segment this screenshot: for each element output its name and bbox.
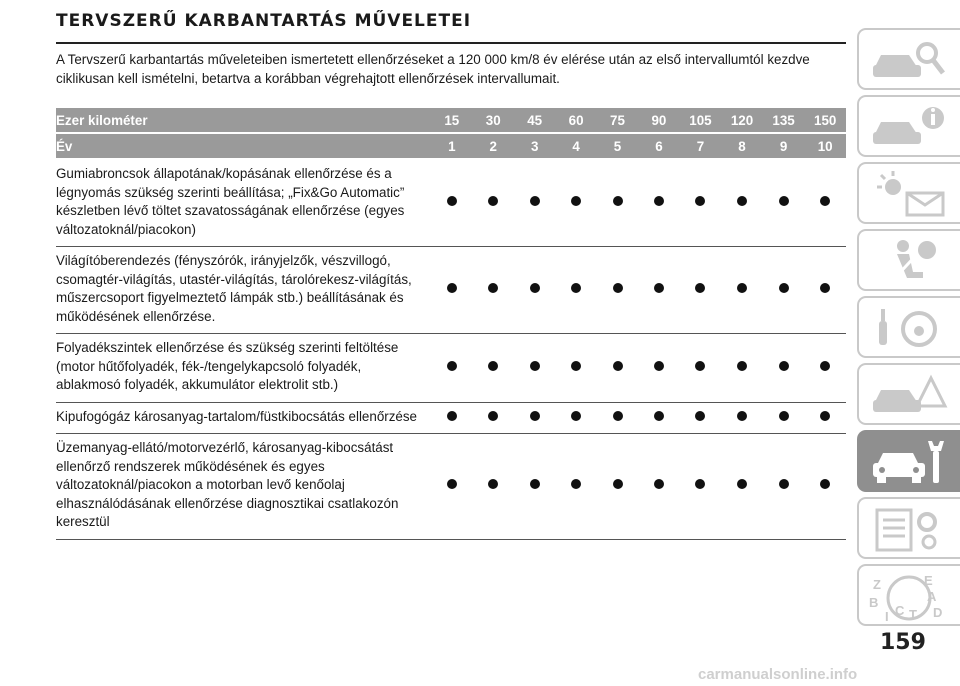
year-header-cell: 7 <box>680 133 722 159</box>
check-bullet-icon <box>820 283 830 293</box>
interval-cell <box>680 247 722 334</box>
interval-cell <box>638 159 679 247</box>
table-body <box>56 159 846 539</box>
year-header-cell: 1 <box>431 133 472 159</box>
check-bullet-icon <box>447 283 457 293</box>
check-bullet-icon <box>488 196 498 206</box>
check-bullet-icon <box>654 196 664 206</box>
interval-cell <box>680 434 722 540</box>
interval-cell <box>597 334 638 403</box>
check-bullet-icon <box>779 283 789 293</box>
interval-cell <box>763 334 805 403</box>
interval-cell <box>473 334 514 403</box>
index-letter: B <box>869 595 879 610</box>
interval-cell <box>514 159 555 247</box>
interval-cell <box>597 159 638 247</box>
maintenance-table <box>56 108 846 540</box>
table-row <box>56 334 846 403</box>
tab-specs-gear[interactable] <box>857 497 960 559</box>
index-letter: E <box>924 573 933 588</box>
check-bullet-icon <box>779 196 789 206</box>
check-bullet-icon <box>779 361 789 371</box>
km-header-cell: 105 <box>680 108 722 133</box>
year-header-cell: 8 <box>721 133 763 159</box>
check-description: Üzemanyag-ellátó/motorvezérlő, károsanyag-kibocsátást ellenőrző rendszerek működésének és egyes változatoknál/piacokon a motorban levő kenőolaj elhasználódásának ellenőrzése diagnosztikai csatlakozón keresztül <box>56 434 431 540</box>
interval-cell <box>721 334 763 403</box>
check-bullet-icon <box>654 411 664 421</box>
interval-cell <box>597 434 638 540</box>
check-description: Gumiabroncsok állapotának/kopásának ellenőrzése és a légnyomás szükség szerinti beállítása; „Fix&Go Automatic” készletben lévő töltet szavatosságának ellenőrzése (egyes változatoknál/piacokon) <box>56 159 431 247</box>
check-bullet-icon <box>571 196 581 206</box>
check-bullet-icon <box>530 283 540 293</box>
interval-cell <box>763 247 805 334</box>
check-bullet-icon <box>695 479 705 489</box>
check-bullet-icon <box>488 479 498 489</box>
table-row <box>56 159 846 247</box>
check-bullet-icon <box>820 361 830 371</box>
check-bullet-icon <box>737 361 747 371</box>
check-bullet-icon <box>695 283 705 293</box>
interval-cell <box>763 434 805 540</box>
year-header-cell: 3 <box>514 133 555 159</box>
index-letter: C <box>895 603 905 618</box>
check-bullet-icon <box>654 361 664 371</box>
check-description: Kipufogógáz károsanyag-tartalom/füstkibocsátás ellenőrzése <box>56 402 431 434</box>
interval-cell <box>638 247 679 334</box>
interval-cell <box>431 247 472 334</box>
km-header-cell: 15 <box>431 108 472 133</box>
km-header-row <box>56 108 846 133</box>
lights-envelope-icon <box>869 169 949 219</box>
km-header-label: Ezer kilométer <box>56 108 431 133</box>
check-bullet-icon <box>613 479 623 489</box>
interval-cell <box>597 247 638 334</box>
index-letter: I <box>885 609 889 621</box>
key-steering-wheel-icon <box>869 303 949 353</box>
interval-cell <box>555 334 596 403</box>
check-bullet-icon <box>820 479 830 489</box>
check-bullet-icon <box>571 283 581 293</box>
table-row <box>56 402 846 434</box>
check-bullet-icon <box>488 283 498 293</box>
interval-cell <box>514 434 555 540</box>
check-bullet-icon <box>488 411 498 421</box>
alphabet-index-icon <box>869 571 949 621</box>
check-bullet-icon <box>654 283 664 293</box>
interval-cell <box>473 159 514 247</box>
interval-cell <box>473 402 514 434</box>
km-header-cell: 45 <box>514 108 555 133</box>
tab-key-steering[interactable] <box>857 296 960 358</box>
check-bullet-icon <box>779 479 789 489</box>
interval-cell <box>431 334 472 403</box>
check-bullet-icon <box>613 361 623 371</box>
index-letter: A <box>927 589 937 604</box>
interval-cell <box>763 402 805 434</box>
check-bullet-icon <box>447 479 457 489</box>
interval-cell <box>638 402 679 434</box>
tab-car-search[interactable] <box>857 28 960 90</box>
km-header-cell: 135 <box>763 108 805 133</box>
interval-cell <box>721 434 763 540</box>
tab-car-warning[interactable] <box>857 363 960 425</box>
interval-cell <box>638 334 679 403</box>
check-description: Folyadékszintek ellenőrzése és szükség szerinti feltöltése (motor hűtőfolyadék, fék-/tengelykapcsoló folyadék, ablakmosó folyadék, akkumulátor elektrolit stb.) <box>56 334 431 403</box>
table-row <box>56 247 846 334</box>
car-search-icon <box>869 35 949 85</box>
interval-cell <box>514 334 555 403</box>
interval-cell <box>804 434 846 540</box>
index-letter: Z <box>873 577 881 592</box>
tab-airbag-seat[interactable] <box>857 229 960 291</box>
interval-cell <box>804 247 846 334</box>
check-bullet-icon <box>695 196 705 206</box>
check-bullet-icon <box>571 411 581 421</box>
year-header-label: Év <box>56 133 431 159</box>
tab-car-wrench[interactable] <box>857 430 960 492</box>
interval-cell <box>597 402 638 434</box>
index-letter: D <box>933 605 943 620</box>
car-info-icon <box>869 102 949 152</box>
check-bullet-icon <box>695 361 705 371</box>
check-bullet-icon <box>571 361 581 371</box>
page-title: TERVSZERŰ KARBANTARTÁS MŰVELETEI <box>56 11 472 31</box>
check-bullet-icon <box>488 361 498 371</box>
check-bullet-icon <box>695 411 705 421</box>
year-header-cell: 2 <box>473 133 514 159</box>
year-header-row <box>56 133 846 159</box>
year-header-cell: 6 <box>638 133 679 159</box>
watermark-text: carmanualsonline.info <box>698 666 858 683</box>
interval-cell <box>721 247 763 334</box>
specs-gear-icon <box>869 504 949 554</box>
check-bullet-icon <box>447 411 457 421</box>
check-bullet-icon <box>613 283 623 293</box>
interval-cell <box>804 402 846 434</box>
year-header-cell: 4 <box>555 133 596 159</box>
interval-cell <box>431 434 472 540</box>
check-bullet-icon <box>530 196 540 206</box>
car-wrench-icon <box>869 437 949 487</box>
year-header-cell: 9 <box>763 133 805 159</box>
interval-cell <box>680 334 722 403</box>
interval-cell <box>514 247 555 334</box>
interval-cell <box>680 402 722 434</box>
intro-paragraph: A Tervszerű karbantartás műveleteiben ismertetett ellenőrzéseket a 120 000 km/8 év elérése után az első intervallumtól kezdve ciklikusan kell ismételni, betartva a korábban végrehajtott ellenőrzések intervallumait. <box>56 52 810 86</box>
car-warning-icon <box>869 370 949 420</box>
title-divider <box>56 42 846 44</box>
check-bullet-icon <box>737 196 747 206</box>
tab-lights-envelope[interactable] <box>857 162 960 224</box>
check-bullet-icon <box>820 411 830 421</box>
interval-cell <box>721 159 763 247</box>
check-bullet-icon <box>737 283 747 293</box>
page-number: 159 <box>880 630 926 655</box>
km-header-cell: 75 <box>597 108 638 133</box>
km-header-cell: 90 <box>638 108 679 133</box>
interval-cell <box>555 434 596 540</box>
interval-cell <box>804 159 846 247</box>
km-header-cell: 150 <box>804 108 846 133</box>
table-row <box>56 434 846 540</box>
interval-cell <box>514 402 555 434</box>
check-bullet-icon <box>820 196 830 206</box>
interval-cell <box>473 434 514 540</box>
check-bullet-icon <box>613 196 623 206</box>
interval-cell <box>680 159 722 247</box>
check-bullet-icon <box>571 479 581 489</box>
km-header-cell: 30 <box>473 108 514 133</box>
year-header-cell: 5 <box>597 133 638 159</box>
check-bullet-icon <box>447 196 457 206</box>
airbag-seat-icon <box>869 236 949 286</box>
check-bullet-icon <box>737 411 747 421</box>
tab-car-info[interactable] <box>857 95 960 157</box>
interval-cell <box>804 334 846 403</box>
interval-cell <box>555 159 596 247</box>
check-bullet-icon <box>654 479 664 489</box>
check-bullet-icon <box>779 411 789 421</box>
year-header-cell: 10 <box>804 133 846 159</box>
km-header-cell: 60 <box>555 108 596 133</box>
check-description: Világítóberendezés (fényszórók, irányjelzők, vészvillogó, csomagtér-világítás, utastér-világítás, tárolórekesz-világítás, műszercsoport figyelmeztető lámpák stb.) beállításának és működésének ellenőrzése. <box>56 247 431 334</box>
check-bullet-icon <box>447 361 457 371</box>
interval-cell <box>555 247 596 334</box>
check-bullet-icon <box>613 411 623 421</box>
check-bullet-icon <box>530 479 540 489</box>
interval-cell <box>763 159 805 247</box>
interval-cell <box>473 247 514 334</box>
tab-alphabet-index[interactable] <box>857 564 960 626</box>
check-bullet-icon <box>737 479 747 489</box>
interval-cell <box>638 434 679 540</box>
check-bullet-icon <box>530 361 540 371</box>
interval-cell <box>431 159 472 247</box>
interval-cell <box>555 402 596 434</box>
km-header-cell: 120 <box>721 108 763 133</box>
check-bullet-icon <box>530 411 540 421</box>
index-letter: T <box>909 607 917 621</box>
interval-cell <box>431 402 472 434</box>
interval-cell <box>721 402 763 434</box>
